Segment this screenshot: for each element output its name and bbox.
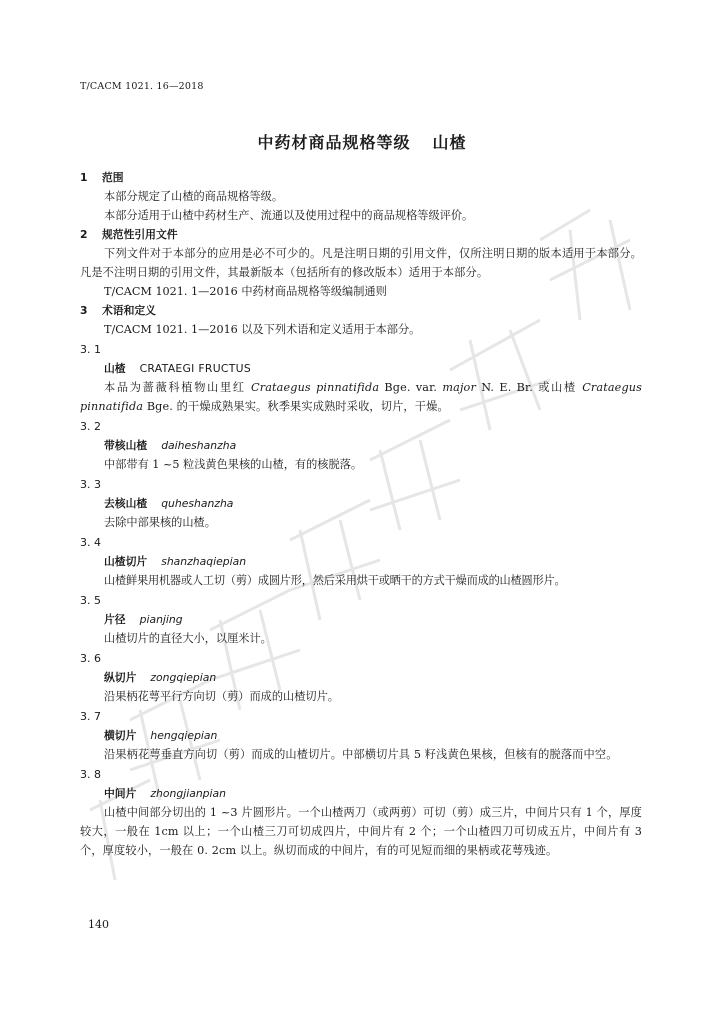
- term-definition: 本品为蔷薇科植物山里红 Crataegus pinnatifida Bge. var. major N. E. Br. 或山楂 Crataegus pinnatifida Bge. 的干燥成熟果实。秋季果实成熟时采收，切片，干燥。: [80, 381, 643, 413]
- term-number: 3. 2: [80, 420, 101, 433]
- term-definition: 沿果柄花萼平行方向切（剪）而成的山楂切片。: [104, 690, 339, 703]
- term-definition: 山楂中间部分切出的 1 ~3 片圆形片。一个山楂两刀（或两剪）可切（剪）成三片，中间片只有 1 个，厚度较大，一般在 1cm 以上；一个山楂三刀可切成四片，中间片有 2 个；一个山楂四刀可切成五片，中间片有 3 个，厚度较小，一般在 0. 2cm 以上。纵切而成的中间片，有的可见短而细的果柄或花萼残迹。: [80, 806, 642, 857]
- term-title: 中间片 zhongjianpian: [104, 787, 226, 800]
- term-number: 3. 7: [80, 710, 101, 723]
- term-title: 去核山楂 quheshanzha: [104, 497, 234, 510]
- title-subject: 山楂: [432, 133, 467, 152]
- term-definition: 山楂鲜果用机器或人工切（剪）成圆片形，然后采用烘干或晒干的方式干燥而成的山楂圆形片。: [104, 574, 566, 587]
- term-number: 3. 5: [80, 594, 101, 607]
- paragraph: 本部分规定了山楂的商品规格等级。: [104, 190, 284, 203]
- term-number: 3. 1: [80, 343, 101, 356]
- term-definition: 沿果柄花萼垂直方向切（剪）而成的山楂切片。中部横切片具 5 籽浅黄色果核，但核有的脱落而中空。: [104, 748, 618, 761]
- term-definition: 山楂切片的直径大小，以厘米计。: [104, 632, 272, 645]
- term-title: 横切片 hengqiepian: [104, 729, 218, 742]
- term-number: 3. 4: [80, 536, 101, 549]
- paragraph: T/CACM 1021. 1—2016 以及下列术语和定义适用于本部分。: [104, 323, 421, 336]
- reference-item: T/CACM 1021. 1—2016 中药材商品规格等级编制通则: [104, 285, 387, 298]
- term-title: 纵切片 zongqiepian: [104, 671, 217, 684]
- page-number: 140: [88, 918, 109, 931]
- title-main: 中药材商品规格等级: [257, 133, 411, 152]
- term-title: 带核山楂 daiheshanzha: [104, 439, 237, 452]
- term-number: 3. 6: [80, 652, 101, 665]
- term-number: 3. 8: [80, 768, 101, 781]
- standard-number: T/CACM 1021. 16—2018: [80, 81, 204, 92]
- term-definition: 去除中部果核的山楂。: [104, 516, 216, 529]
- term-title: 山楂 CRATAEGI FRUCTUS: [104, 362, 251, 375]
- term-title: 片径 pianjing: [104, 613, 183, 626]
- term-title: 山楂切片 shanzhaqiepian: [104, 555, 247, 568]
- document-body: [80, 168, 642, 860]
- paragraph: 本部分适用于山楂中药材生产、流通以及使用过程中的商品规格等级评价。: [104, 209, 474, 222]
- page-title: [0, 130, 724, 153]
- term-number: 3. 3: [80, 478, 101, 491]
- term-definition: 中部带有 1 ~5 粒浅黄色果核的山楂，有的核脱落。: [104, 458, 363, 471]
- section-heading-2: 2 规范性引用文件: [80, 228, 178, 241]
- section-heading-3: 3 术语和定义: [80, 304, 156, 317]
- section-heading-1: 1 范围: [80, 171, 124, 184]
- paragraph: 下列文件对于本部分的应用是必不可少的。凡是注明日期的引用文件，仅所注明日期的版本适用于本部分。凡是不注明日期的引用文件，其最新版本（包括所有的修改版本）适用于本部分。: [80, 247, 642, 279]
